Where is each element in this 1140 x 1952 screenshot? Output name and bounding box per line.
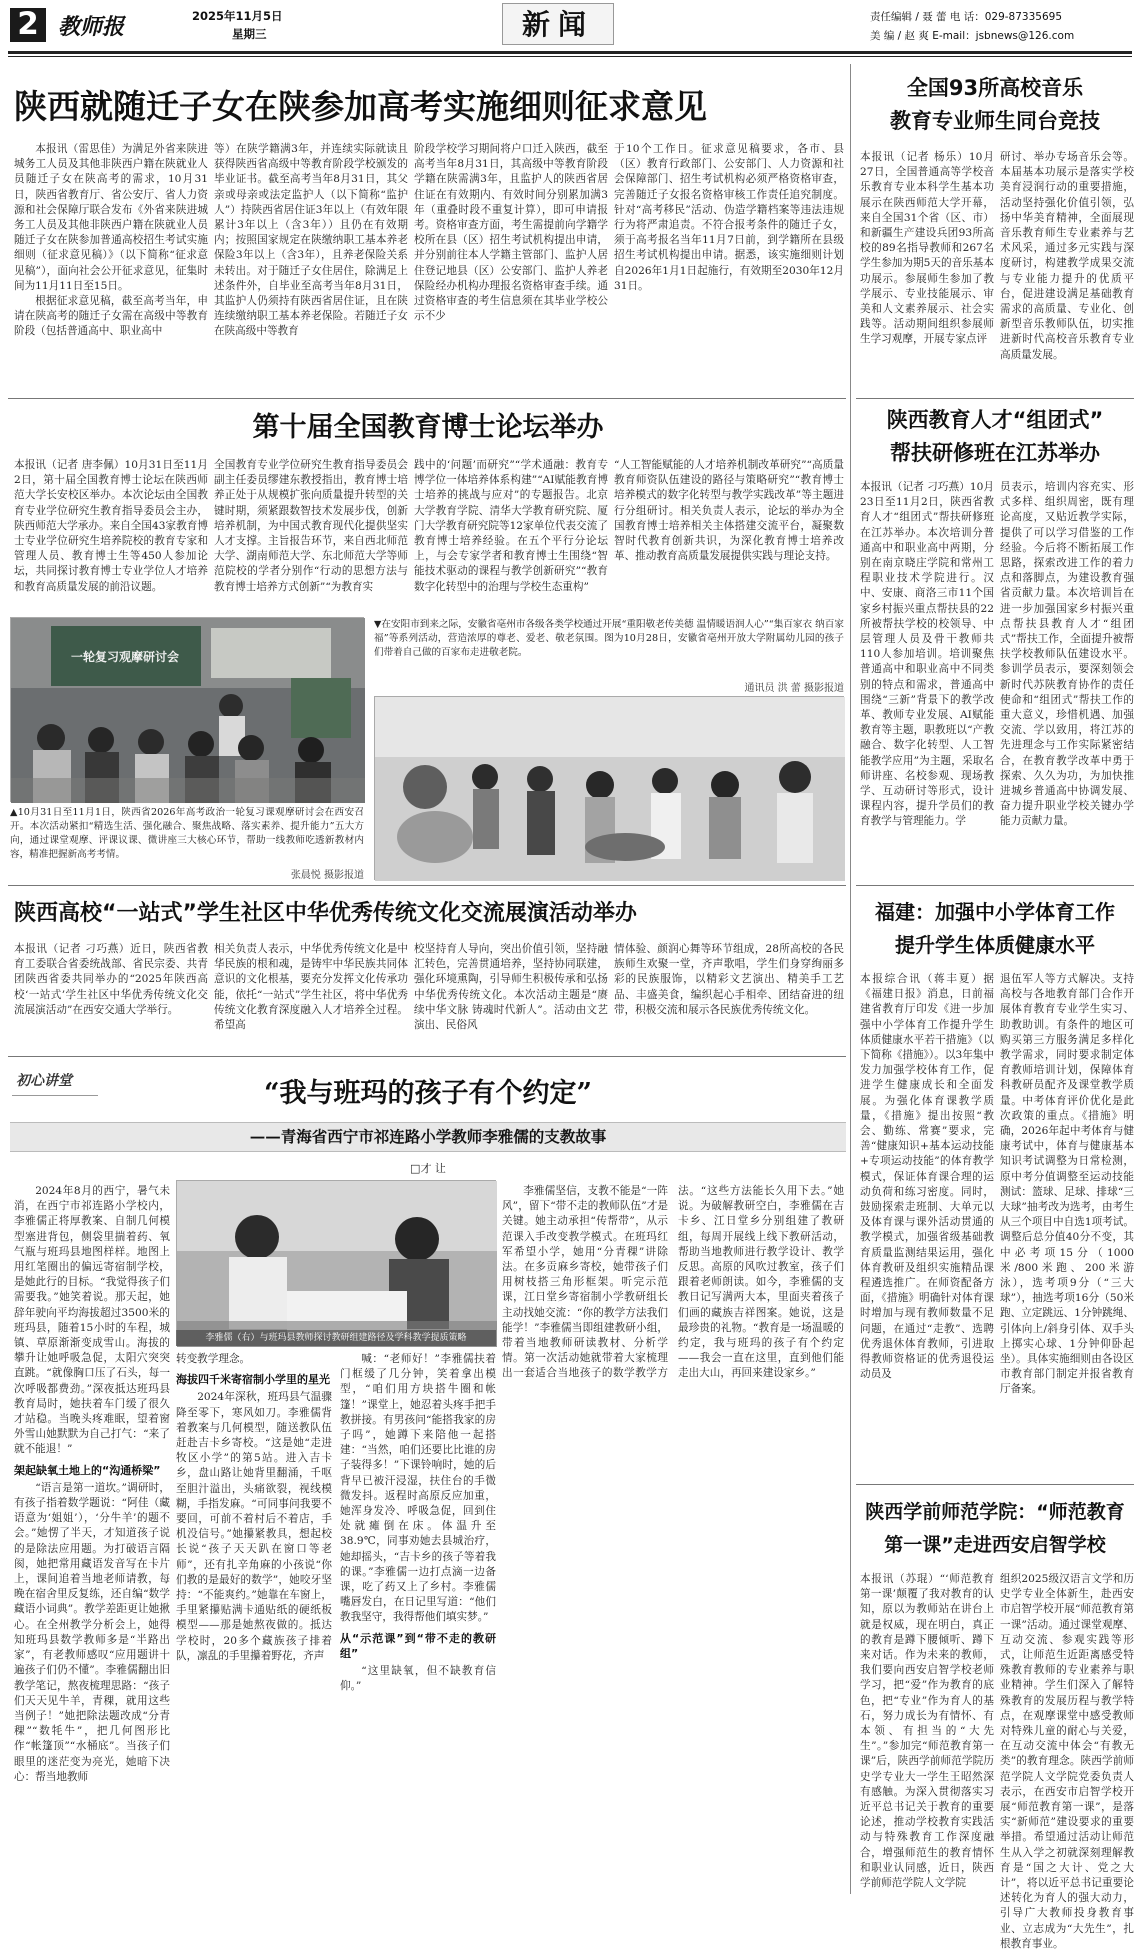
article-3-col-3 bbox=[414, 942, 608, 1052]
article-4-col-1-para: 2024年8月的西宁，暑气未消，在西宁市祁连路小学校内，李雅儒正将厚教案、自制几何模型塞进背包，侧袋里揣着药、氧气瓶与班玛县地图样样。地图上用红笔圈出的偏远寄宿制学校，是她此行的目标。“我觉得孩子们需要我。”她笑着说。那天起，她辞年驶向平均海拔超过3500米的班玛县，随着15小时的车程，城镇、草原渐渐变成雪山。海拔的攀升让她呼吸急促，太阳穴突突直跳。“就像胸口压了石头，每一次呼吸都费劲。”深夜抵达班玛县教育局时，她扶着车门缓了很久才站稳。当晚头疼难眠，望着窗外雪山她默默为自己打气：“来了就不能退！” bbox=[14, 1185, 170, 1456]
section-title: 新闻 bbox=[521, 8, 594, 41]
right-4-headline-line-1: 陕西学前师范学院：“师范教育 bbox=[865, 1501, 1125, 1523]
right-3-col-2 bbox=[1000, 972, 1134, 1478]
right-1-headline bbox=[856, 72, 1134, 138]
article-2-col-2 bbox=[214, 458, 408, 610]
right-2-col-2 bbox=[1000, 480, 1134, 882]
right-rule-1 bbox=[856, 398, 1134, 399]
article-1-col-4-text: 于10个工作日。征求意见稿要求，各市、县（区）教育行政部门、公安部门、人力资源和社会保障部门、招生考试机构必须严格资格审查，完善随迁子女报名资格审核工作责任追究制度。针对“高考移民”活动、伪造学籍档案等违法违规行为将严肃追责。不符合报考条件的随迁子女，须于高考报名当年11月7日前，到学籍所在县级招生考试机构提出申请。据悉，该实施细则计划自2026年1月1日起施行，有效期至2030年12月31日。 bbox=[614, 143, 844, 292]
designer-info: 美 编 / 赵 爽 E-mail：jsbnews@126.com bbox=[870, 30, 1075, 42]
article-1-col-1 bbox=[14, 142, 208, 394]
article-3-col-1 bbox=[14, 942, 208, 1052]
article-4-col-2 bbox=[176, 1352, 332, 1890]
article-2-col-1-text: 本报讯（记者 唐李佩）10月31日至11月2日，第十届全国教育博士论坛在陕西师范大学长安校区举办。本次论坛由全国教育专业学位研究生教育指导委员会主办，陕西师范大学承办。来自全国43家教育博士专业学位研究生培养院校的教育专家和管理人员、教育博士生等450人参加论坛，共同探讨教育博士专业学位人才培养和教育高质量发展的前沿议题。 bbox=[14, 459, 208, 593]
right-4-col-1-text: 本报讯（苏琨）“‘师范教育第一课’颠覆了我对教育的认知，原以为教师站在讲台上就是权威，现在明白，真正的教育是蹲下腰倾听、蹲下来对话。作为未来的教师，我们要向西安启智学校老师学习，把“爱”作为教育的底色，把“专业”作为育人的基石，努力成长为有情怀、有本领、有担当的“大先生”。”参加完“师范教育第一课”后，陕西学前师范学院历史学专业大一学生王昭然深有感触。为深入贯彻落实习近平总书记关于教育的重要论述，推动学校教育实践活动与特殊教育工作深度融合，增强师范生的教育情怀和职业认同感，近日，陕西学前师范学院人文学院 bbox=[860, 1573, 994, 1890]
blackboard-text: 一轮复习观摩研讨会 bbox=[71, 650, 180, 664]
right-4-headline-line-2: 第一课”走进西安启智学校 bbox=[884, 1534, 1106, 1556]
photo-teachers bbox=[176, 1180, 496, 1346]
right-2-headline-line-1: 陕西教育人才“组团式” bbox=[886, 408, 1104, 432]
article-3-col-4-text: 情体验、颜润心舞等环节组成，28所高校的各民族师生欢聚一堂，齐声歌唱，学生们身穿绚丽多彩的民族服饰，以精彩文艺演出、精美手工艺品、丰盛美食，编织起心手相牵、团结奋进的纽带，积极交流和展示各民族优秀传统文化。 bbox=[614, 943, 844, 1016]
article-3-col-4 bbox=[614, 942, 844, 1052]
right-3-col-1 bbox=[860, 972, 994, 1478]
right-3-headline-line-1: 福建：加强中小学体育工作 bbox=[875, 900, 1115, 924]
right-4-col-2-text: 组织2025级汉语言文学和历史学专业全体新生，赴西安市启智学校开展“师范教育第一课”活动。通过课堂观摩、互动交流、参观实践等形式，让师范生近距离感受特殊教育教师的专业素养与职业精神。学生们深入了解特殊教育的发展历程与教学特点，在观摩课堂中感受教师对特殊儿童的耐心与关爱，在互动交流中体会“有教无类”的教育理念。陕西学前师范学院人文学院党委负责人表示，在西安市启智学校开展“师范教育第一课”，是落实“新师范”建设要求的重要举措。希望通过活动让师范生从入学之初就深刻理解教育是“国之大计、党之大计”，将以近平总书记重要论述转化为育人的强大动力，引导广大教师投身教育事业、立志成为“大先生”，扎根教育事业。 bbox=[1000, 1573, 1134, 1950]
article-2-col-3 bbox=[414, 458, 608, 610]
article-1-col-2 bbox=[214, 142, 408, 394]
issue-date: 2025年11月5日 bbox=[192, 9, 283, 23]
rule-2 bbox=[8, 885, 846, 886]
photo-children-credit: 通讯员 洪 蕾 摄影报道 bbox=[744, 683, 844, 694]
article-4-col-2-lead: 转变教学理念。 bbox=[176, 1353, 251, 1365]
right-4-col-1 bbox=[860, 1572, 994, 1894]
column-logo-text: 初心讲堂 bbox=[16, 1073, 72, 1089]
right-3-col-1-text: 本报综合讯（蒋丰夏）据《福建日报》消息，日前福建省教育厅印发《进一步加强中小学体育工作提升学生体质健康水平若干措施》（以下简称《措施》）。以3年集中发力加强学校体育工作，促进学生健康成长和全面发展。为强化体育课教学质量，《措施》提出按照“教会、勤练、常赛”要求，完善“健康知识+基本运动技能+专项运动技能”的体育教学模式，保证体育课合理的运动负荷和练习密度。同时，鼓励探索走班制、大单元以及体育课与课外活动贯通的教学模式，加强省级基础教育质量监测结果运用，强化体育教研及组织实施精品课程遴选推广。在师资配备方面，《措施》明确针对体育课时增加与现有教师数量不足问题，在通过“走教”、选聘优秀退休体育教师，引进取得教师资格证的优秀退役运动员及 bbox=[860, 973, 994, 1381]
article-4-col-3-para-2: “这里缺氧，但不缺教育信仰。” bbox=[340, 1665, 496, 1693]
photo-children bbox=[374, 696, 844, 880]
photo-classroom-caption bbox=[10, 806, 364, 862]
article-2-col-4-text: “人工智能赋能的人才培养机制改革研究”“高质量教育师资队伍建设的路径与策略研究”“教育博士培养模式的数字化转型与教学实践改革”等主题进行分组研讨。相关负责人表示，论坛的举办为全国教育博士培养相关主体搭建交流平台，凝聚数智时代教育创新共识，为深化教育博士培养改革、推动教育高质量发展提供实践与理论支持。 bbox=[614, 459, 844, 563]
article-2-col-4 bbox=[614, 458, 844, 610]
article-1-para-2: 根据征求意见稿，截至高考当年，申请在陕高考的随迁子女需在高级中等教育阶段（包括普通高中、职业高中 bbox=[14, 295, 208, 338]
classroom-illustration bbox=[11, 618, 365, 803]
masthead-rule-thin bbox=[8, 56, 1132, 57]
right-1-col-1-text: 本报讯（记者 杨乐）10月27日，全国普通高等学校音乐教育专业本科学生基本功展示在陕西师范大学开幕，来自全国31个省（区、市）和新疆生产建设兵团93所高校的89名指导教师和267名学生参加为期5天的音乐基本功展示。参展师生参加了教学展示、专业技能展示、审美和人文素养展示、社会实践等。活动期间组织参展师生学习观摩，开展专家点评 bbox=[860, 151, 994, 346]
article-2-col-1 bbox=[14, 458, 208, 610]
right-1-col-2 bbox=[1000, 150, 1134, 396]
article-2-col-2-text: 全国教育专业学位研究生教育指导委员会副主任委员缪建东教授指出，教育博士培养正处于从规模扩张向质量提升转型的关键时期，须紧跟数智技术发展步伐，创新培养机制，为中国式教育现代化提供坚实人才支撑。主旨报告环节，来自西北师范大学、湖南师范大学、东北师范大学等师范院校的学者分别作“行动的思想方法与教育博士培养方式创新”“为教育实 bbox=[214, 459, 408, 593]
article-1-para-1: 本报讯（雷思佳）为满足外省来陕进城务工人员及其他非陕西户籍在陕就业人员随迁子女在陕高考的需求，10月31日，陕西省教育厅、省公安厅、省人力资源和社会保障厅联合发布《外省来陕进城务工人员及其他非陕西户籍在陕就业人员随迁子女在陕参加普通高校招生考试实施细则（征求意见稿）》（以下简称“征求意见稿”），面向社会公开征求意见，征集时间为11月11日至15日。 bbox=[14, 143, 208, 292]
rule-3 bbox=[8, 1056, 846, 1057]
right-rule-2 bbox=[856, 885, 1134, 886]
article-1-col-4 bbox=[614, 142, 844, 394]
issue-weekday: 星期三 bbox=[232, 27, 267, 41]
article-4-col-2-para: 2024年深秋，班玛县气温骤降至零下，寒风如刀。李雅儒背着教案与几何模型，随送教队伍赶赴吉卡乡寄校。“这是她“走进牧区小学”的第5站。进入吉卡乡，盘山路让她背里翻涌，千呕至胆汁溢出，头痛欲裂，视线模糊，手指发麻。“可同事问我要不要回，可前不着村后不着店，手机没信号。”她攥紧教具，想起校长说“孩子天天趴在窗口等老师”，还有扎辛角麻的小孩说“你们教的是最好的数学”，她咬牙坚持：“不能爽约。”她靠在车窗上，手里紧攥贴满卡通贴纸的硬纸板模型——那是她熬夜做的。抵达学校时，20多个藏族孩子排着队，凛乱的手里攥着野花，齐声 bbox=[176, 1391, 332, 1662]
article-1-headline: 陕西就随迁子女在陕参加高考实施细则征求意见 bbox=[14, 87, 707, 126]
article-4-col-3 bbox=[340, 1352, 496, 1890]
article-4-subheading-1: 架起缺氧土地上的“沟通桥梁” bbox=[14, 1463, 161, 1477]
right-2-col-1-text: 本报讯（记者 刁巧燕）10月23日至11月2日，陕西省教育人才“组团式”帮扶研修班在江苏举办。本次培训分普通高中和职业高中两期，分别在南京晓庄学院和常州工程职业技术学院进行。汉中、安康、商洛三市11个国家乡村振兴重点帮扶县的22所被帮扶学校的校领导、中层管理人员及骨干教师共110人参加培训。培训聚焦普通高中和职业高中不同类别的特点和需求，普通高中围绕“三新”背景下的教学改革、教师专业发展、AI赋能教育等主题，职教班以“产教融合、数字化转型、人工智能教学应用”为主题，采取名师讲座、名校参观、现场教学、互动研讨等形式，设计课程内容，提升学员们的教育教学与管理能力。学 bbox=[860, 481, 994, 828]
article-3-col-3-text: 校坚持育人导向，突出价值引领，坚持融汇转色，完善贯通培养，坚持协同联建，强化环境熏陶，引导师生积极传承和弘扬中华优秀传统文化。本次活动主题是“赓续中华文脉 铸魂时代新人”。活动由文艺演出、民俗风 bbox=[414, 943, 608, 1032]
rule-1 bbox=[8, 398, 846, 399]
right-2-headline-line-2: 帮扶研修班在江苏举办 bbox=[890, 441, 1100, 465]
right-2-col-1 bbox=[860, 480, 994, 882]
article-2-col-3-text: 践中的‘问题’而研究”“学术通融：教育专博学位一体培养体系构建”“AI赋能教育博士培养的挑战与应对”的专题报告。北京大学教育学院、清华大学教育研究院、厦门大学教育研究院等12家单位代表交流了教育博士培养经验。在五个平行分论坛上，与会专家学者和教育博士生围绕“智能技术驱动的课程与教学创新研究”“教育数字化转型中的治理与学校生态重构” bbox=[414, 459, 608, 593]
photo-classroom-credit: 张晨悦 摄影报道 bbox=[290, 870, 364, 881]
article-3-headline: 陕西高校“一站式”学生社区中华优秀传统文化交流展演活动举办 bbox=[14, 901, 637, 926]
right-3-col-2-text: 退伍军人等方式解决。支持高校与各地教育部门合作开展体育教育专业学生实习、助教助训。有条件的地区可购买第三方服务满足多样化教学需求，同时要求制定体育教师培训计划，保障体育科教研员配齐及课堂教学质量。中考体育评价优化是此次政策的重点。《措施》明确，2026年起中考体育与健康考试中，体育与健康基本知识考试调整为日常检测，原中考分值调整至运动技能测试：篮球、足球、排球“三大球”抽考改为选考，由考生从三个项目中自选1项考试。调整后总分值40分不变，其中必考项15分（1000米/800米跑、200米游泳），选考项9分（“三大球”），抽选考项16分（50米跑、立定跳远、1分钟跳绳、引体向上/斜身引体、双手头上掷实心球、1分钟仰卧起坐）。具体实施细则由各设区市教育部门制定并报省教育厅备案。 bbox=[1000, 973, 1134, 1396]
article-4-subheading-2: 海拔四千米寄宿制小学里的星光 bbox=[176, 1373, 330, 1387]
right-4-col-2 bbox=[1000, 1572, 1134, 1950]
article-4-col-1-para-2: “语言是第一道坎。”调研时，有孩子指着数学题说：“阿佳（藏语意为‘姐姐’），‘分牛羊’的题不会。”她愣了半天，才知道孩子说的是除法应用题。为打破语言隔阂，她把常用藏语发音写在卡片上，课间追着当地老师请教，每晚在宿舍里反复练，还自编“数学藏语小词典”。教学差距更让她揪心。在全州教学分析会上，她得知班玛县数学教师多是“半路出家”，有老教师感叹“应用题讲十遍孩子们仍不懂”。李雅儒翻出旧教学笔记，熬夜梳理思路：“孩子们天天见牛羊，青稞，就用这些当例子！”她把除法题改成“分青稞”“数牦牛”，把几何图形比作“帐篷顶”“水桶底”。当孩子们眼里的迷茫变为亮光，她暗下决心：帮当地教师 bbox=[14, 1481, 170, 1783]
article-4-col-1 bbox=[14, 1184, 170, 1890]
right-4-headline bbox=[856, 1496, 1134, 1562]
right-2-col-2-text: 员表示，培训内容充实、形式多样、组织周密，既有理论高度，又贴近教学实际，提供了可以学习借鉴的工作经验。今后将不断拓展工作思路，探索改进工作的着力点和落脚点，为建设教育强省贡献力量。本次培训旨在进一步加强国家乡村振兴重点帮扶县教育人才“组团式”帮扶工作，全面提升被帮扶学校教师队伍建设水平。参训学员表示，要深刻领会新时代苏陕教育协作的责任使命和“组团式”帮扶工作的重大意义，珍惜机遇、加强交流、学以致用，将江苏的先进理念与工作实际紧密结合，在教育教学改革中勇于探索、久久为功，为加快推进城乡普通高中协调发展、奋力提升职业学校关键办学能力贡献力量。 bbox=[1000, 481, 1134, 828]
page-number: 2 bbox=[17, 6, 39, 42]
article-4-author: □才 让 bbox=[410, 1162, 446, 1175]
article-4-col-3-para: 喊：“老师好！”李雅儒扶着门框缓了几分钟，笑着拿出模型，“咱们用方块搭牛圈和帐篷！”课堂上，她忍着头疼手把手教拼接。有男孩问“能搭我家的房子吗”，她蹲下来陪他一起搭建：“当然，咱们还要比比谁的房子装得多！”下课铃响时，她的后背早已被汗浸湿，扶住台的手微微发抖。返程时高原反应加重，她浑身发冷、呼吸急促，回到住处就瘫倒在床。体温升至38.9℃，同事劝她去县城治疗，她却摇头，“吉卡乡的孩子等着我的课。”李雅儒一边打点滴一边备课，吃了药又上了乡村。李雅儒嘴唇发白，在日记里写道：“他们教我坚守，我得帮他们填实梦。” bbox=[340, 1353, 496, 1624]
photo-children-caption bbox=[374, 618, 844, 674]
article-2-headline: 第十届全国教育博士论坛举办 bbox=[252, 412, 604, 443]
right-1-col-2-text: 研讨、举办专场音乐会等。本届基本功展示是落实学校美育浸润行动的重要措施，活动坚持强化价值引领，弘扬中华美育精神，全面展现音乐教育师生专业素养与艺术风采，通过多元实践与深度研讨，构建教学成果交流与专业能力提升的优质平台，促进建设满足基础教育需求的高质量、专业化、创新型音乐教师队伍，切实推进新时代高校音乐教育专业高质量发展。 bbox=[1000, 151, 1134, 361]
teachers-illustration bbox=[177, 1181, 497, 1347]
right-2-headline bbox=[856, 404, 1134, 470]
article-3-col-1-text: 本报讯（记者 刁巧燕）近日，陕西省教育工委联合省委统战部、省民宗委、共青团陕西省委共同举办的“2025年陕西高校‘一站式’学生社区中华优秀传统文化交流展演活动”在西安交通大学举行。 bbox=[14, 943, 208, 1016]
photo-teachers-caption: 李雅儒（右）与班玛县教师探讨教研组建路径及学科教学提质策略 bbox=[176, 1330, 496, 1346]
article-4-subtitle: ——青海省西宁市祁连路小学教师李雅儒的支教故事 bbox=[249, 1127, 607, 1146]
article-4-col-4 bbox=[502, 1184, 844, 1890]
right-3-headline-line-2: 提升学生体质健康水平 bbox=[895, 933, 1095, 957]
article-1-col-3-text: 阶段学校学习期间将户口迁入陕西，截至高考当年8月31日，其高级中等教育阶段学籍在陕需满3年，且监护人的陕西省居住证在有效期内、有效时间分别累加满3年（重叠时段不重复计算），即可申请报考。资格审查方面，考生需提前向学籍学校所在县（区）招生考试机构提出申请，并分别前往本人学籍主管部门、监护人居住登记地县（区）公安部门、监护人养老保险经办机构办理报名资格审查手续。通过资格审查的考生信息须在其毕业学校公示不少 bbox=[414, 143, 608, 323]
right-1-col-1 bbox=[860, 150, 994, 396]
masthead-rule bbox=[8, 51, 1132, 54]
photo-classroom bbox=[10, 617, 364, 802]
article-3-col-2 bbox=[214, 942, 408, 1052]
article-1-col-3 bbox=[414, 142, 608, 394]
photo-children-caption-text: ▼在安阳市到来之际，安徽省亳州市各级各类学校通过开展“重阳敬老传美德 温情暖语润人心”“集百家衣 纳百家福”等系列活动，营造浓厚的尊老、爱老、敬老氛围。图为10月28日，安徽省亳州开放大学附属幼儿园的孩子们带着自己做的百家布走进敬老院。 bbox=[374, 619, 844, 658]
article-4-headline: “我与班玛的孩子有个约定” bbox=[263, 1078, 593, 1109]
article-4-col-4-para: 李雅儒坚信，支教不能是“一阵风”，留下“带不走的教师队伍”才是关键。她主动承担“传帮带”，从示范课入手改变教学模式。在班玛红军希望小学，她用“分青稞”讲除法。在多贡麻乡寄校，她带孩子们用树枝搭三角形框架。听完示范课，江日堂乡寄宿制小学教研组长主动找她交流：“你的教学方法我们能学！”李雅儒当即组建教研小组，带着当地教师研读教材、分析学情。第一次活动她就带着大家梳理出一套适合当地孩子的数学教学方法。“这些方法能长久用下去。”她说。为破解教研空白，李雅儒在吉卡乡、江日堂乡分别组建了教研组，每周开展线上线下教研活动，帮助当地教师进行教学设计、教学反思。高原的风吹过教室，孩子们跟着老师朗读。如今，李雅儒的支教日记写满两大本，里面夹着孩子们画的藏族吉祥图案。她说，这是最珍贵的礼物。“教育是一场温暖的约定，我与班玛的孩子有个约定——我会一直在这里，直到他们能走出大山，再回来建设家乡。” bbox=[502, 1185, 844, 1380]
paper-name: 教师报 bbox=[58, 14, 125, 40]
article-4-subheading-3: 从“示范课”到“带不走的教研组” bbox=[340, 1631, 496, 1660]
editor-info: 责任编辑 / 聂 蕾 电 话：029-87335695 bbox=[870, 11, 1062, 23]
right-rule-3 bbox=[856, 1484, 1134, 1485]
masthead bbox=[0, 0, 1140, 64]
column-divider bbox=[850, 64, 851, 1894]
right-1-headline-line-2: 教育专业师生同台竞技 bbox=[890, 109, 1100, 133]
photo-classroom-caption-text: ▲10月31日至11月1日，陕西省2026年高考政治一轮复习课观摩研讨会在西安召开。本次活动紧扣“精选生活、强化融合、聚焦战略、落实素养、提升能力”五大方向，通过课堂观摩、评课议课、微讲座三大核心环节，帮助一线教师吃透新教材内容，精准把握新高考考情。 bbox=[10, 807, 364, 860]
article-1-col-2-text: 等）在陕学籍满3年，并连续实际就读且获得陕西省高级中等教育阶段学校颁发的毕业证书。截至高考当年8月31日，其父亲或母亲或法定监护人（以下简称“监护人”）持陕西省居住证3年以上（有效年限累计3年以上（含3年））且仍在有效期内；按照国家规定在陕缴纳职工基本养老保险3年以上（含3年），且养老保险关系未转出。对于随迁子女住居住，除满足上述条件外，自毕业至高考当年8月31日，其监护人仍须持有陕西省居住证，且在陕连续缴纳职工基本养老保险。若随迁子女在陕高级中等教育 bbox=[214, 143, 408, 338]
right-3-headline bbox=[856, 896, 1134, 962]
article-3-col-2-text: 相关负责人表示，中华优秀传统文化是中华民族的根和魂，是铸牢中华民族共同体意识的文化根基，要充分发挥文化传承功能，依托“一站式”学生社区，将中华优秀传统文化教育深度融入人才培养全过程。希望高 bbox=[214, 943, 408, 1032]
children-illustration bbox=[375, 697, 845, 881]
right-1-headline-line-1: 全国93所高校音乐 bbox=[906, 76, 1084, 100]
